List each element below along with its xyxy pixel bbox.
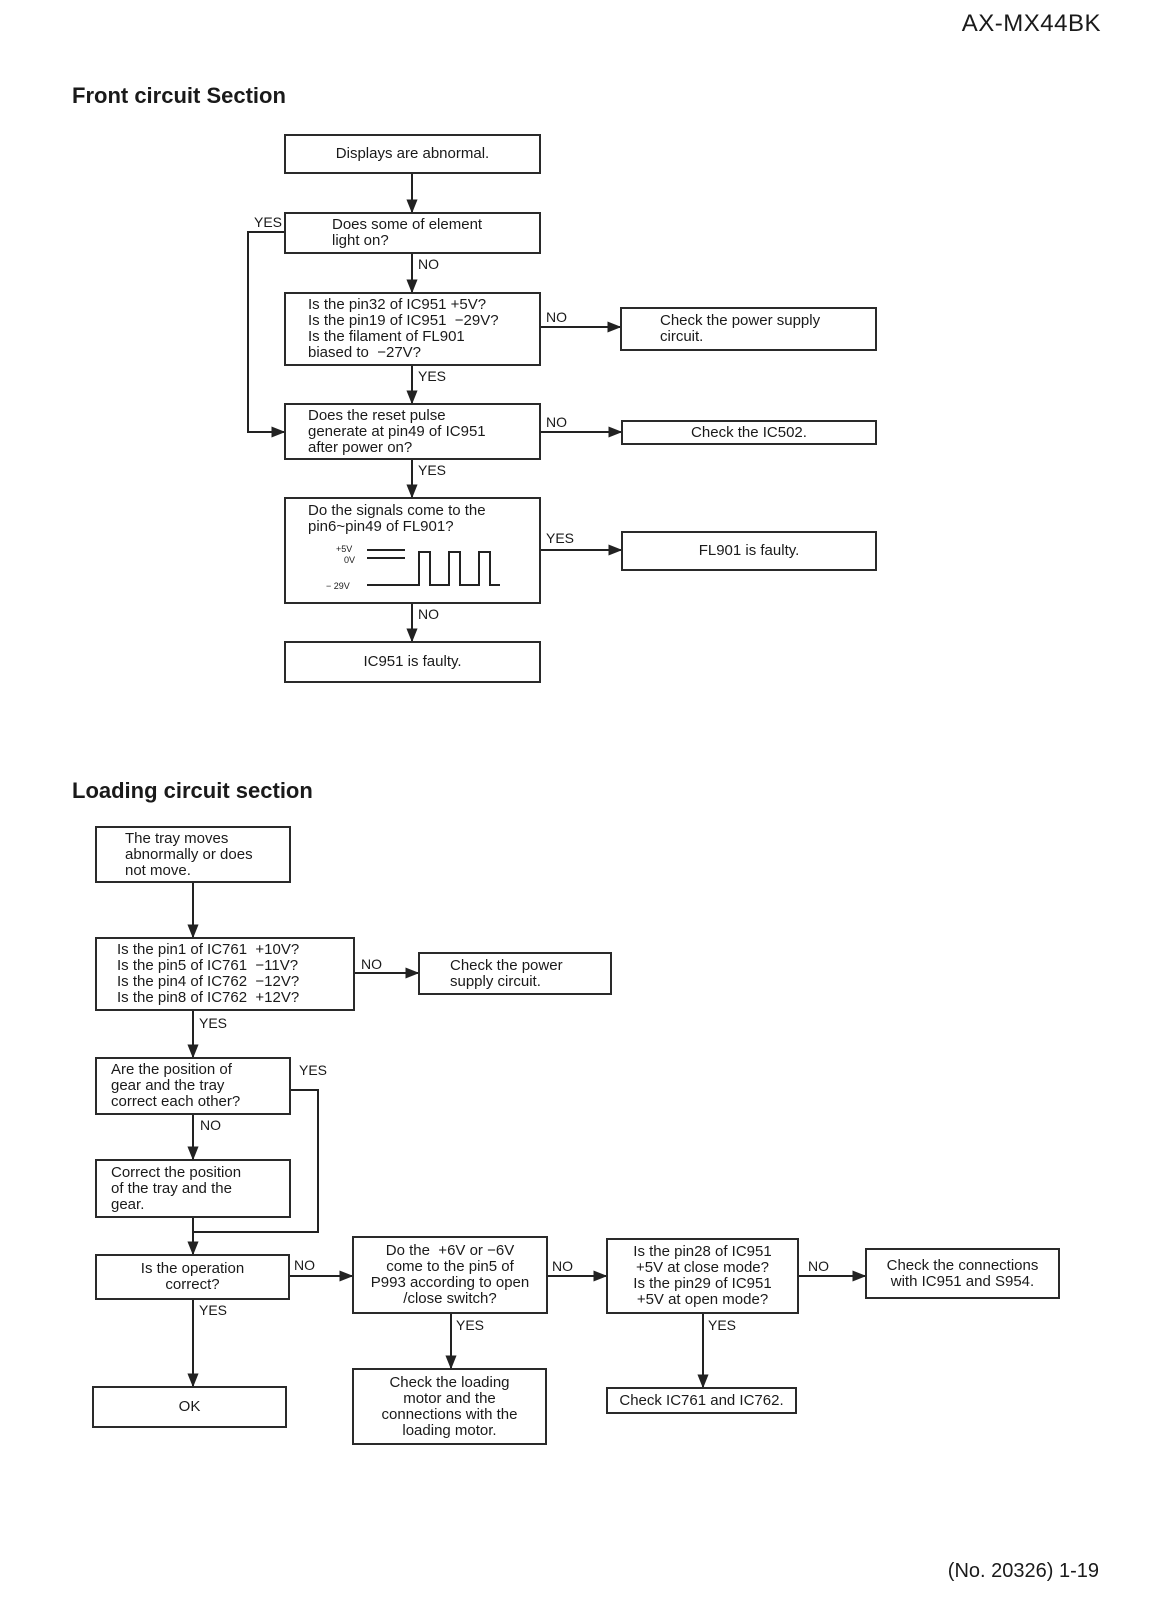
front-q2-yes-label: YES [418,368,447,384]
front-section-title: Front circuit Section [72,83,286,108]
page-number: (No. 20326) 1-19 [947,1560,1099,1582]
loading-ic761-box: Check IC761 and IC762. [606,1387,797,1414]
loading-q3-no-label: NO [294,1257,315,1273]
loading-q5-box: Is the pin28 of IC951 +5V at close mode? Is the pin29 of IC951 +5V at open mode? [606,1238,799,1314]
loading-q2-no-label: NO [200,1117,221,1133]
loading-q1-box: Is the pin1 of IC761 +10V? Is the pin5 of IC761 −11V? Is the pin4 of IC762 −12V? Is the pin8 of IC762 +12V? [95,937,355,1011]
wave-label-0v: 0V [344,555,356,565]
loading-q5-no-label: NO [808,1258,829,1274]
loading-motor-box: Check the loading motor and the connections with the loading motor. [352,1368,547,1445]
front-power-box: Check the power supply circuit. [620,307,877,351]
front-q1-no-label: NO [418,256,439,272]
loading-power-box: Check the power supply circuit. [418,952,612,995]
loading-q3-box: Is the operation correct? [95,1254,290,1300]
loading-section-title: Loading circuit section [72,778,313,803]
loading-q3-yes-label: YES [199,1302,228,1318]
loading-q4-yes-label: YES [456,1317,485,1333]
wave-label-29v: − 29V [326,581,350,591]
loading-q1-no-label: NO [361,956,382,972]
front-q2-no-label: NO [546,309,567,325]
front-q4-yes-label: YES [546,530,575,546]
front-fl901-box: FL901 is faulty. [621,531,877,571]
front-q4-box: Do the signals come to the pin6~pin49 of FL901? [284,497,541,604]
loading-ok-box: OK [92,1386,287,1428]
loading-q5-yes-label: YES [708,1317,737,1333]
loading-q2-yes-label: YES [299,1062,328,1078]
front-q3-box: Does the reset pulse generate at pin49 of IC951 after power on? [284,403,541,460]
front-q1-box: Does some of element light on? [284,212,541,254]
loading-q2-box: Are the position of gear and the tray correct each other? [95,1057,291,1115]
front-ic951-box: IC951 is faulty. [284,641,541,683]
loading-correct-box: Correct the position of the tray and the gear. [95,1159,291,1218]
loading-start-box: The tray moves abnormally or does not move. [95,826,291,883]
front-start-box: Displays are abnormal. [284,134,541,174]
loading-q1-yes-label: YES [199,1015,228,1031]
front-q2-box: Is the pin32 of IC951 +5V? Is the pin19 of IC951 −29V? Is the filament of FL901 biased to −27V? [284,292,541,366]
loading-q4-box: Do the +6V or −6V come to the pin5 of P993 according to open /close switch? [352,1236,548,1314]
model-number: AX-MX44BK [961,10,1101,37]
front-q3-yes-label: YES [418,462,447,478]
loading-conn-box: Check the connections with IC951 and S954. [865,1248,1060,1299]
front-ic502-box: Check the IC502. [621,420,877,445]
front-q3-no-label: NO [546,414,567,430]
front-q1-yes-label: YES [254,214,283,230]
arrow-q1-yes-q3 [248,232,285,432]
front-q4-no-label: NO [418,606,439,622]
wave-label-5v: +5V [336,544,353,554]
loading-q4-no-label: NO [552,1258,573,1274]
